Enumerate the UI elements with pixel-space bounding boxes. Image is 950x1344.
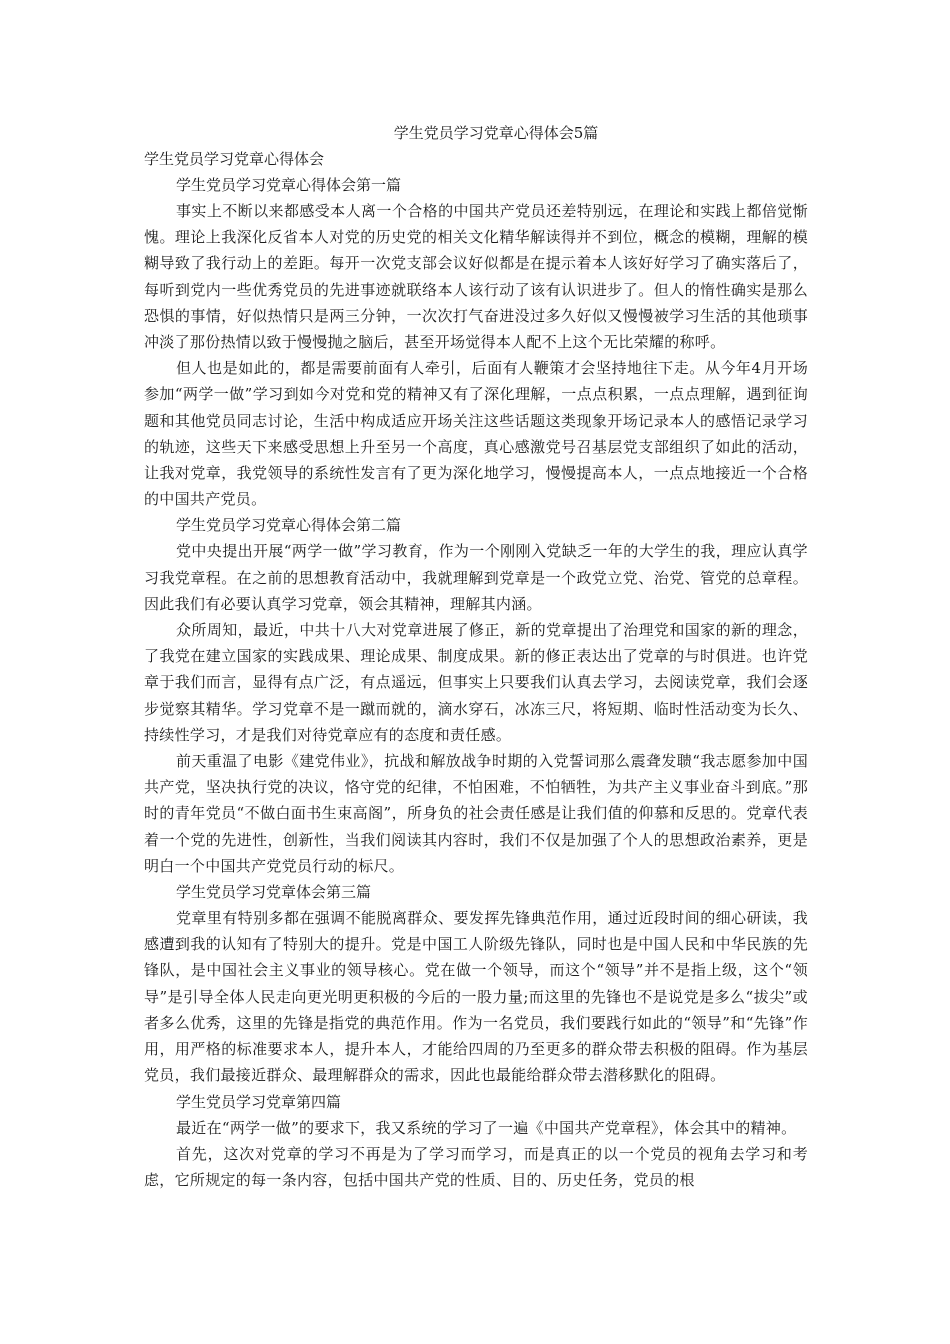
section-2 [144, 512, 808, 879]
section-heading: 学生党员学习党章体会第三篇 [176, 883, 372, 902]
paragraph: 党中央提出开展“两学一做”学习教育，作为一个刚刚入党缺乏一年的大学生的我，理应认真学习我党章程。在之前的思想教育活动中，我就理解到党章是一个政党立党、治党、管党的总章程。因此我们有必要认真学习党章，领会其精神，理解其内涵。 [144, 542, 808, 613]
document-title: 学生党员学习党章心得体会5篇 [393, 124, 599, 142]
document-subtitle: 学生党员学习党章心得体会 [144, 150, 325, 168]
paragraph: 最近在“两学一做”的要求下，我又系统的学习了一遍《中国共产党章程》，体会其中的精神。 [176, 1118, 797, 1137]
paragraph: 但人也是如此的，都是需要前面有人牵引，后面有人鞭策才会坚持地往下走。从今年4月开场参加“两学一做”学习到如今对党和党的精神又有了深化理解，一点点积累，一点点理解，遇到征询题和其他党员同志讨论，生活中构成适应开场关注这些话题这类现象开场记录本人的感悟记录学习的轨迹，这些天下来感受思想上升至另一个高度，真心感激党号召基层党支部组织了如此的活动，让我对党章，我党领导的系统性发言有了更为深化地学习，慢慢提高本人，一点点地接近一个合格的中国共产党员。 [144, 359, 808, 509]
paragraph: 党章里有特别多都在强调不能脱离群众、要发挥先锋典范作用，通过近段时间的细心研读，我感遭到我的认知有了特别大的提升。党是中国工人阶级先锋队，同时也是中国人民和中华民族的先锋队，是中国社会主义事业的领导核心。党在做一个领导，而这个“领导”并不是指上级，这个“领导”是引导全体人民走向更光明更积极的今后的一股力量;而这里的先锋也不是说党是多么“拔尖”或者多么优秀，这里的先锋是指党的典范作用。作为一名党员，我们要践行如此的“领导”和“先锋”作用，用严格的标准要求本人，提升本人，才能给四周的乃至更多的群众带去积极的阻碍。作为基层党员，我们最接近群众、最理解群众的需求，因此也最能给群众带去潜移默化的阻碍。 [144, 909, 808, 1085]
section-heading: 学生党员学习党章第四篇 [176, 1092, 342, 1111]
section-3 [144, 879, 808, 1088]
paragraph: 事实上不断以来都感受本人离一个合格的中国共产党员还差特别远，在理论和实践上都倍觉惭愧。理论上我深化反省本人对党的历史党的相关文化精华解读得并不到位，概念的模糊，理解的模糊导致了我行动上的差距。每开一次党支部会议好似都是在提示着本人该好好学习了确实落后了，每听到党内一些优秀党员的先进事迹就联络本人该行动了该有认识进步了。但人的惰性确实是那么恐惧的事情，好似热情只是两三分钟，一次次打气奋进没过多久好似又慢慢被学习生活的其他琐事冲淡了那份热情以致于慢慢抛之脑后，甚至开场觉得本人配不上这个无比荣耀的称呼。 [144, 202, 808, 352]
section-1 [144, 172, 808, 512]
section-4 [144, 1089, 808, 1194]
document-page [144, 120, 808, 1193]
paragraph: 前天重温了电影《建党伟业》，抗战和解放战争时期的入党誓词那么震聋发聩“我志愿参加中国共产党，坚决执行党的决议，恪守党的纪律，不怕困难，不怕牺牲，为共产主义事业奋斗到底。”那时的青年党员“不做白面书生束高阁”，所身负的社会责任感是让我们值的仰慕和反思的。党章代表着一个党的先进性，创新性，当我们阅读其内容时，我们不仅是加强了个人的思想政治素养，更是明白一个中国共产党党员行动的标尺。 [144, 752, 808, 875]
paragraph: 众所周知，最近，中共十八大对党章进展了修正，新的党章提出了治理党和国家的新的理念，了我党在建立国家的实践成果、理论成果、制度成果。新的修正表达出了党章的与时俱进。也许党章于我们而言，显得有点广泛，有点遥远，但事实上只要我们认真去学习，去阅读党章，我们会逐步觉察其精华。学习党章不是一蹴而就的，滴水穿石，冰冻三尺，将短期、临时性活动变为长久、持续性学习，才是我们对待党章应有的态度和责任感。 [144, 621, 808, 744]
section-heading: 学生党员学习党章心得体会第二篇 [176, 516, 402, 535]
section-heading: 学生党员学习党章心得体会第一篇 [176, 176, 402, 194]
paragraph: 首先，这次对党章的学习不再是为了学习而学习，而是真正的以一个党员的视角去学习和考虑，它所规定的每一条内容，包括中国共产党的性质、目的、历史任务，党员的根 [144, 1144, 808, 1189]
